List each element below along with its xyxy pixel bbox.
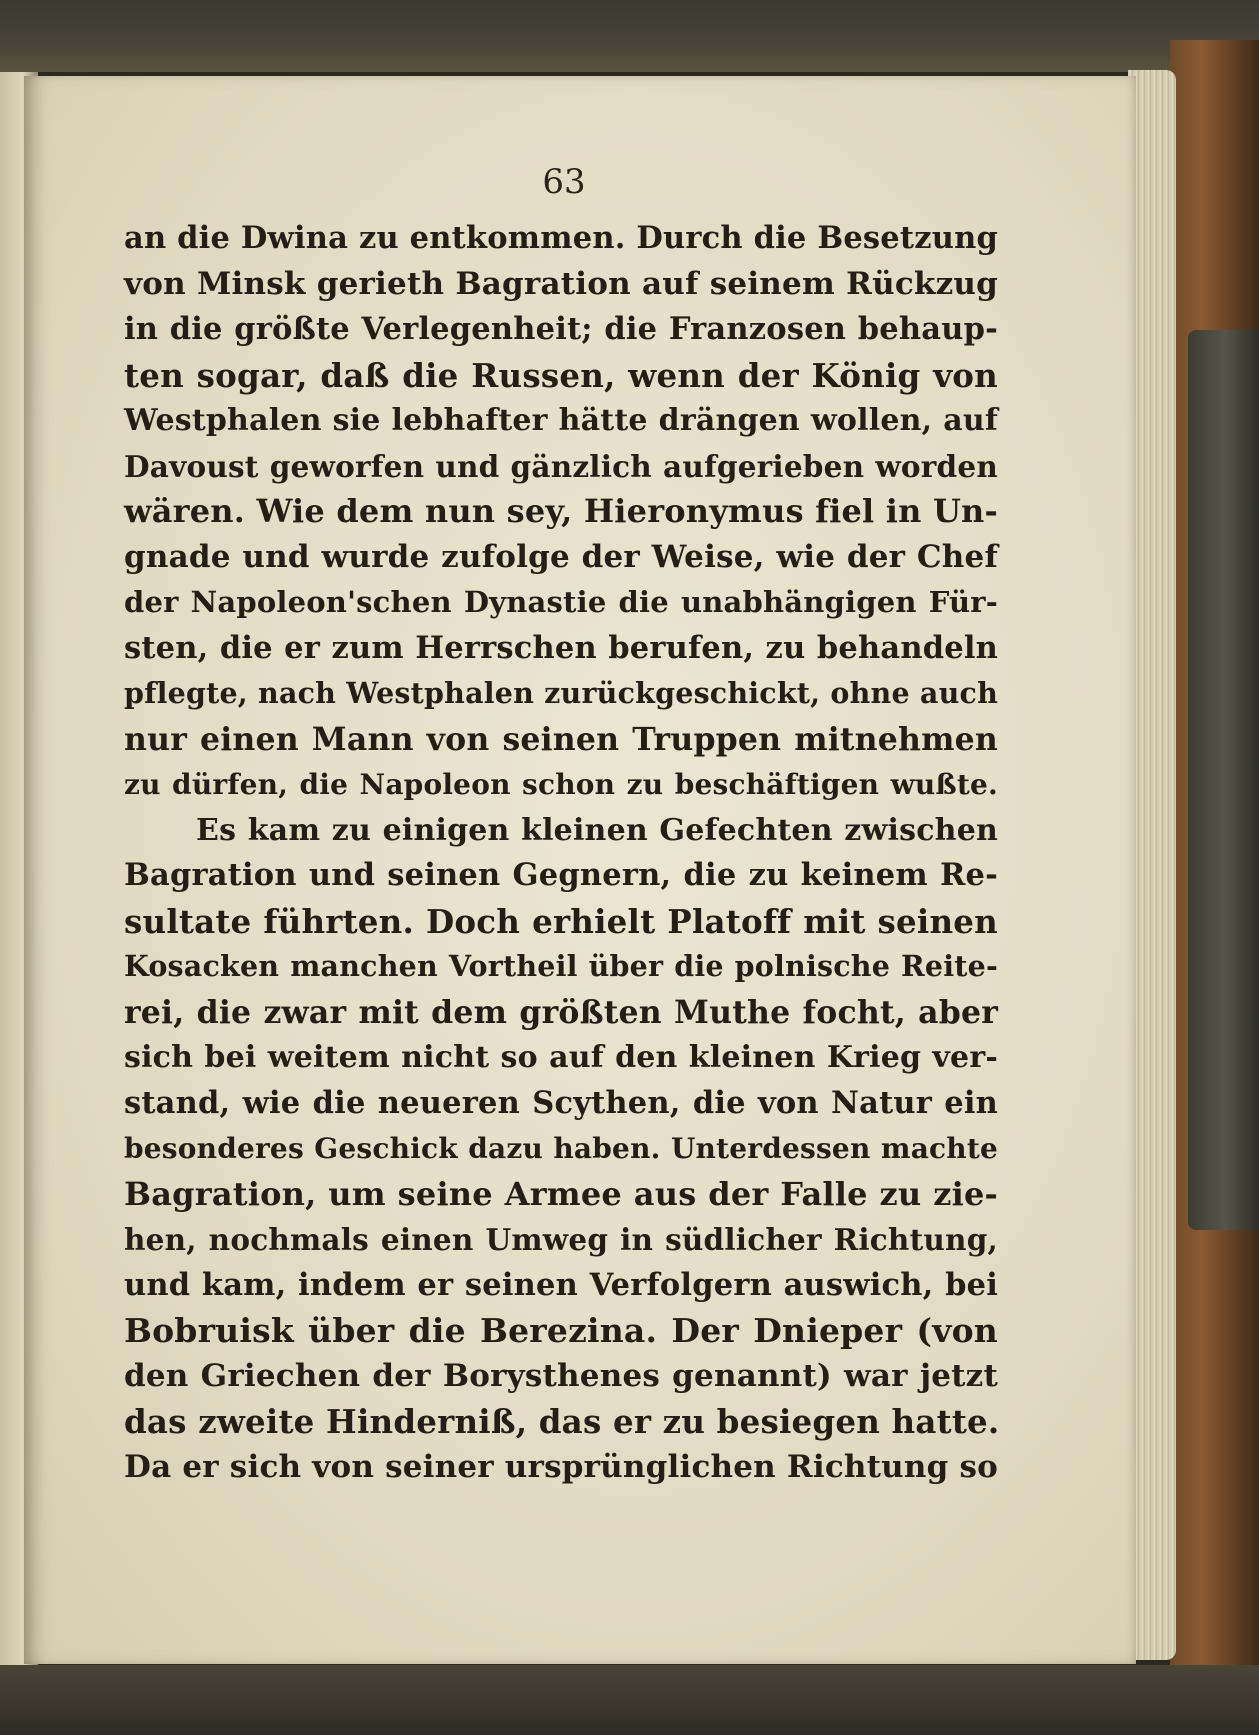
text-line: von Minsk gerieth Bagration auf seinem Rückzug	[124, 265, 998, 302]
text-line: pflegte, nach Westphalen zurückgeschickt, ohne auch	[124, 676, 998, 710]
text-line: rei, die zwar mit dem größten Muthe focht, aber	[124, 993, 998, 1031]
binding-bottom-edge	[0, 1665, 1259, 1735]
text-line: und kam, indem er seinen Verfolgern auswich, bei	[124, 1266, 998, 1303]
text-line: sten, die er zum Herrschen berufen, zu behandeln	[124, 629, 998, 666]
text-line: ten sogar, daß die Russen, wenn der König von	[124, 355, 998, 395]
page-text	[124, 216, 998, 1490]
text-line: sich bei weitem nicht so auf den kleinen Krieg ver-	[124, 1040, 998, 1075]
text-line: Davoust geworfen und gänzlich aufgerieben worden	[124, 448, 998, 484]
page-number: 63	[542, 162, 586, 202]
text-line: stand, wie die neueren Scythen, die von Natur ein	[124, 1084, 998, 1121]
text-line: in die größte Verlegenheit; die Franzosen behaup-	[124, 311, 998, 347]
book-page	[24, 76, 1136, 1664]
text-line: Bagration und seinen Gegnern, die zu keinem Re-	[124, 857, 998, 893]
text-line: Bagration, um seine Armee aus der Falle zu zie-	[124, 1174, 998, 1213]
text-line: Da er sich von seiner ursprünglichen Richtung so	[124, 1448, 999, 1485]
text-line: sultate führten. Doch erhielt Platoff mit seinen	[124, 901, 998, 941]
text-line: Westphalen sie lebhafter hätte drängen wollen, auf	[124, 403, 998, 438]
text-line: Bobruisk über die Berezina. Der Dnieper (von	[124, 1311, 998, 1350]
text-line: der Napoleon'schen Dynastie die unabhängigen Für-	[124, 585, 998, 619]
text-line-paragraph-start: Es kam zu einigen kleinen Gefechten zwischen	[196, 812, 998, 848]
text-line: zu dürfen, die Napoleon schon zu beschäftigen wußte.	[124, 768, 998, 801]
text-line: Kosacken manchen Vortheil über die polnische Reite-	[124, 949, 998, 983]
text-line: den Griechen der Borysthenes genannt) war jetzt	[124, 1357, 998, 1394]
text-line: nur einen Mann von seinen Truppen mitnehmen	[124, 720, 998, 758]
text-line: wären. Wie dem nun sey, Hieronymus fiel in Un-	[124, 492, 998, 530]
text-line: hen, nochmals einen Umweg in südlicher Richtung,	[124, 1222, 998, 1257]
text-line: das zweite Hinderniß, das er zu besiegen hatte.	[124, 1402, 1000, 1441]
text-line: gnade und wurde zufolge der Weise, wie der Chef	[124, 538, 998, 575]
text-line: besonderes Geschick dazu haben. Unterdessen machte	[124, 1132, 998, 1165]
text-line: an die Dwina zu entkommen. Durch die Besetzung	[124, 220, 998, 256]
book-cover-spine-patch	[1188, 330, 1259, 1230]
binding-top-edge	[0, 0, 1259, 72]
